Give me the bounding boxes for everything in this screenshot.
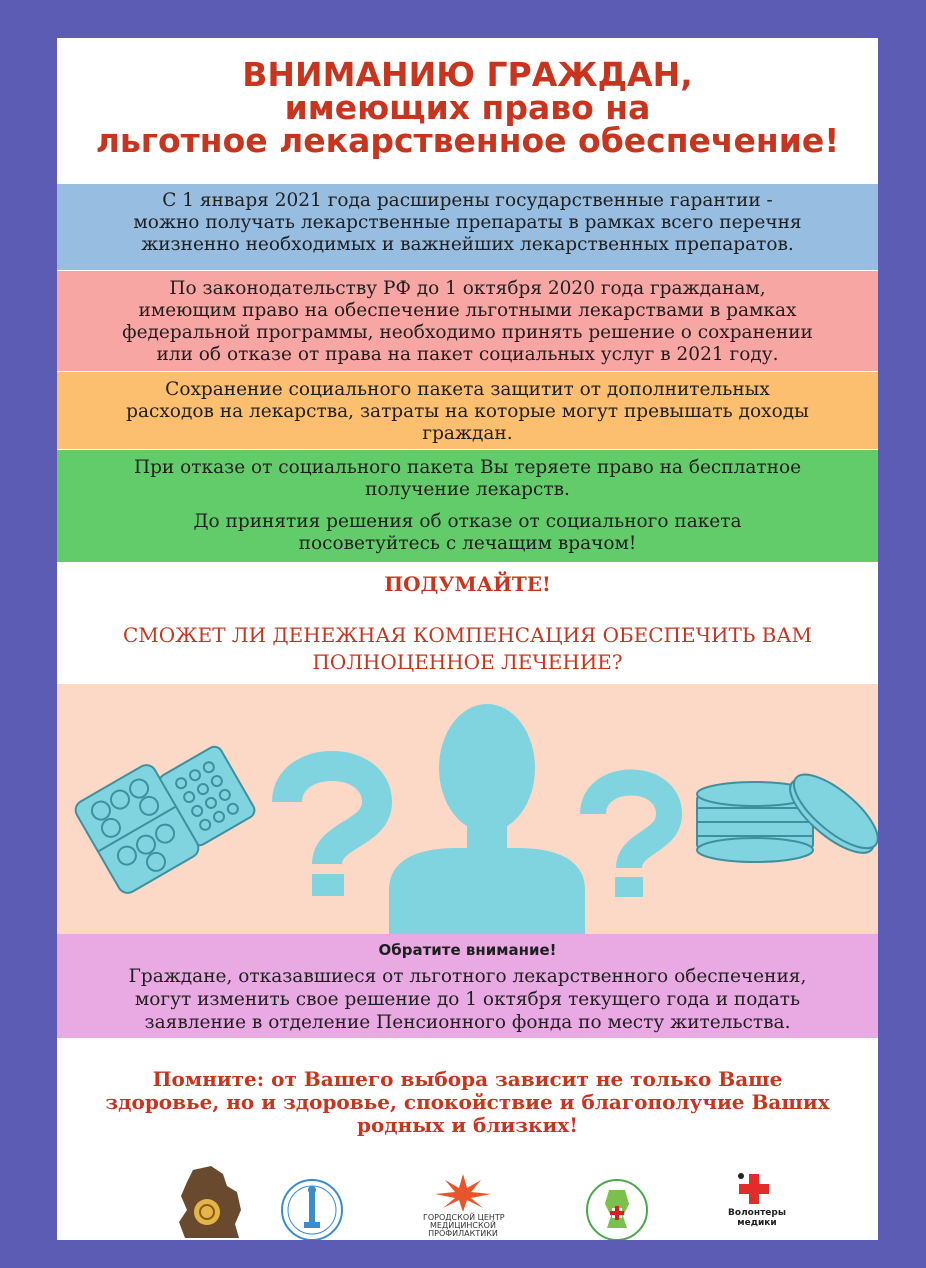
notice-title: Обратите внимание! xyxy=(378,941,557,959)
social-package-block xyxy=(57,372,878,449)
caption-line: Волонтеры xyxy=(728,1208,786,1218)
caption-line: ГОРОДСКОЙ ЦЕНТР xyxy=(423,1213,505,1222)
text-line: можно получать лекарственные препараты в рамках всего перечня xyxy=(133,212,802,233)
regional-center-logo xyxy=(277,1176,347,1240)
caption-line: ПРОФИЛАКТИКИ xyxy=(428,1229,498,1238)
pill-stack-icon xyxy=(697,763,878,865)
caption-line: МЕДИЦИНСКОЙ xyxy=(430,1221,496,1230)
text-line: По законодательству РФ до 1 октября 2020 года гражданам, xyxy=(169,278,766,299)
text-line: С 1 января 2021 года расширены государственные гарантии - xyxy=(162,190,773,211)
text-line: ПОЛНОЦЕННОЕ ЛЕЧЕНИЕ? xyxy=(312,650,623,674)
city-center-caption xyxy=(423,1214,503,1238)
remember-block xyxy=(57,1068,878,1137)
caption-line: медики xyxy=(737,1218,777,1228)
question-mark-icon xyxy=(287,766,377,896)
text-line: посоветуйтесь с лечащим врачом! xyxy=(298,533,637,554)
text-line: Граждане, отказавшиеся от льготного лекарственного обеспечения, xyxy=(128,966,807,987)
illustration xyxy=(57,684,878,934)
notice-text xyxy=(57,965,878,1034)
text-line: СМОЖЕТ ЛИ ДЕНЕЖНАЯ КОМПЕНСАЦИЯ ОБЕСПЕЧИТЬ ВАМ xyxy=(122,623,812,647)
question-mark-icon xyxy=(593,783,669,898)
text-line: При отказе от социального пакета Вы теряете право на бесплатное xyxy=(133,457,802,478)
text-line: До принятия решения об отказе от социального пакета xyxy=(193,511,742,532)
text-line: могут изменить свое решение до 1 октября текущего года и подать xyxy=(134,989,801,1010)
guarantees-block xyxy=(57,184,878,270)
text-line: заявление в отделение Пенсионного фонда по месту жительства. xyxy=(144,1012,791,1033)
text-line: Сохранение социального пакета защитит от дополнительных xyxy=(165,379,770,400)
text-line: расходов на лекарства, затраты на которые могут превышать доходы xyxy=(126,401,809,422)
region-map-logo xyxy=(175,1166,245,1240)
volunteers-caption xyxy=(717,1208,797,1228)
volunteers-logo xyxy=(735,1172,775,1206)
text-line: получение лекарств. xyxy=(365,479,570,500)
text-line: федеральной программы, необходимо принять решение о сохранении xyxy=(122,322,813,343)
text-line: или об отказе от права на пакет социальных услуг в 2021 году. xyxy=(156,344,779,365)
text-line: имеющим право на обеспечение льготными лекарствами в рамках xyxy=(138,300,797,321)
legislation-block xyxy=(57,271,878,371)
pill-blister-icon xyxy=(72,744,257,897)
title-line: льготное лекарственное обеспечение! xyxy=(95,121,840,160)
title-line: имеющих право на xyxy=(284,88,651,127)
poster xyxy=(57,38,878,1240)
think-heading: ПОДУМАЙТЕ! xyxy=(384,572,551,596)
regional-medical-logo xyxy=(579,1176,655,1240)
poster-title xyxy=(57,55,878,160)
text-line: Помните: от Вашего выбора зависит не только Ваше xyxy=(152,1067,783,1091)
title-line: ВНИМАНИЮ ГРАЖДАН, xyxy=(242,55,693,94)
city-center-logo xyxy=(431,1172,495,1212)
refusal-block xyxy=(57,450,878,562)
text-line: граждан. xyxy=(422,423,513,444)
text-line: родных и близких! xyxy=(356,1113,579,1137)
person-silhouette-icon xyxy=(389,704,585,934)
text-line: жизненно необходимых и важнейших лекарственных препаратов. xyxy=(141,234,794,255)
text-line: здоровье, но и здоровье, спокойствие и благополучие Ваших xyxy=(105,1090,830,1114)
compensation-question xyxy=(57,622,878,676)
notice-block xyxy=(57,934,878,1038)
